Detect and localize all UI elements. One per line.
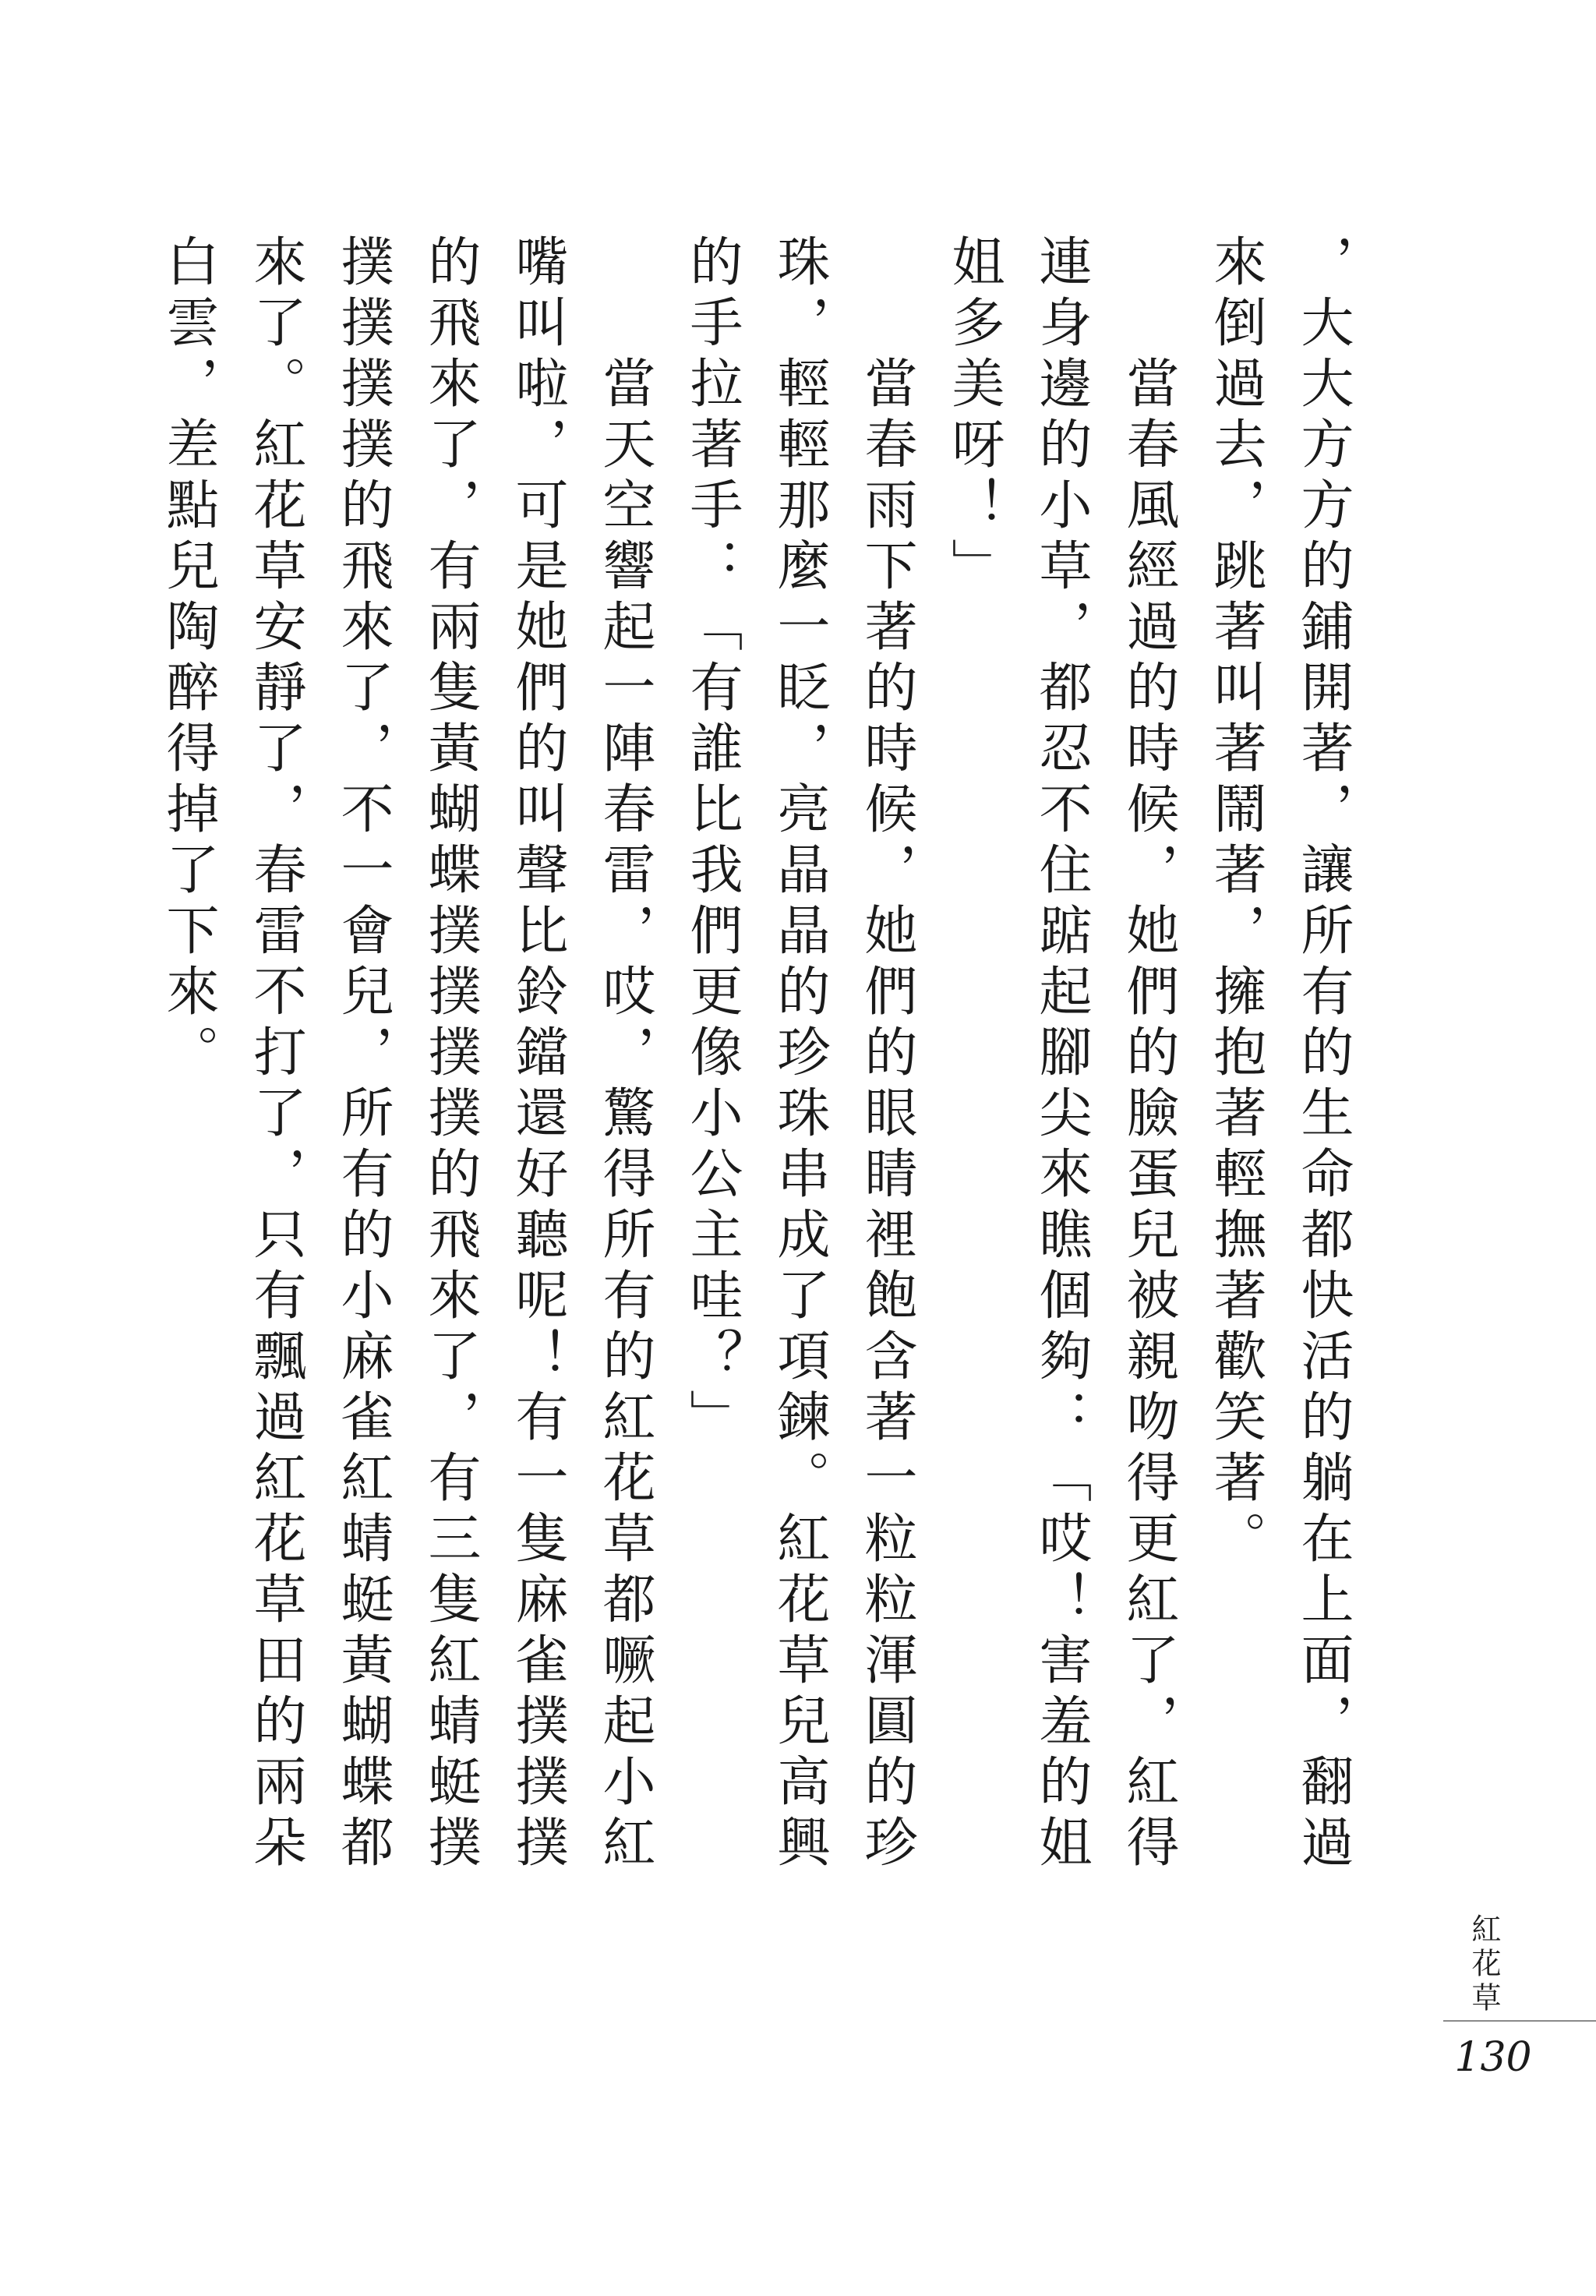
paragraph: 當春雨下著的時候，她們的眼睛裡飽含著一粒粒渾圓的珍珠，輕輕那麼一眨，亮晶晶的珍珠串成了項鍊。紅花草兒高興的手拉著手：「有誰比我們更像小公主哇？」 — [681, 234, 917, 1875]
running-title: 紅花草 — [1467, 1913, 1501, 2016]
paragraph: ，大大方方的鋪開著，讓所有的生命都快活的躺在上面，翻過來倒過去，跳著叫著鬧著，擁抱著輕撫著歡笑著。 — [1205, 234, 1354, 1875]
paragraph: 當天空響起一陣春雷，哎，驚得所有的紅花草都噘起小紅嘴叫啦，可是她們的叫聲比鈴鐺還好聽呢！有一隻麻雀撲撲撲的飛來了，有兩隻黃蝴蝶撲撲撲撲的飛來了，有三隻紅蜻蜓撲撲撲撲撲的飛來了，不一會兒，所有的小麻雀紅蜻蜓黃蝴蝶都來了。紅花草安靜了，春雷不打了，只有飄過紅花草田的兩朵白雲，差點兒陶醉得掉了下來。 — [157, 234, 655, 1875]
body-text — [144, 234, 1366, 1909]
page-number: 130 — [1454, 2034, 1532, 2081]
running-title-divider — [1443, 2020, 1596, 2022]
paragraph: 當春風經過的時候，她們的臉蛋兒被親吻得更紅了，紅得連身邊的小草，都忍不住踮起腳尖來瞧個夠：「哎！害羞的姐姐多美呀！」 — [943, 234, 1179, 1875]
